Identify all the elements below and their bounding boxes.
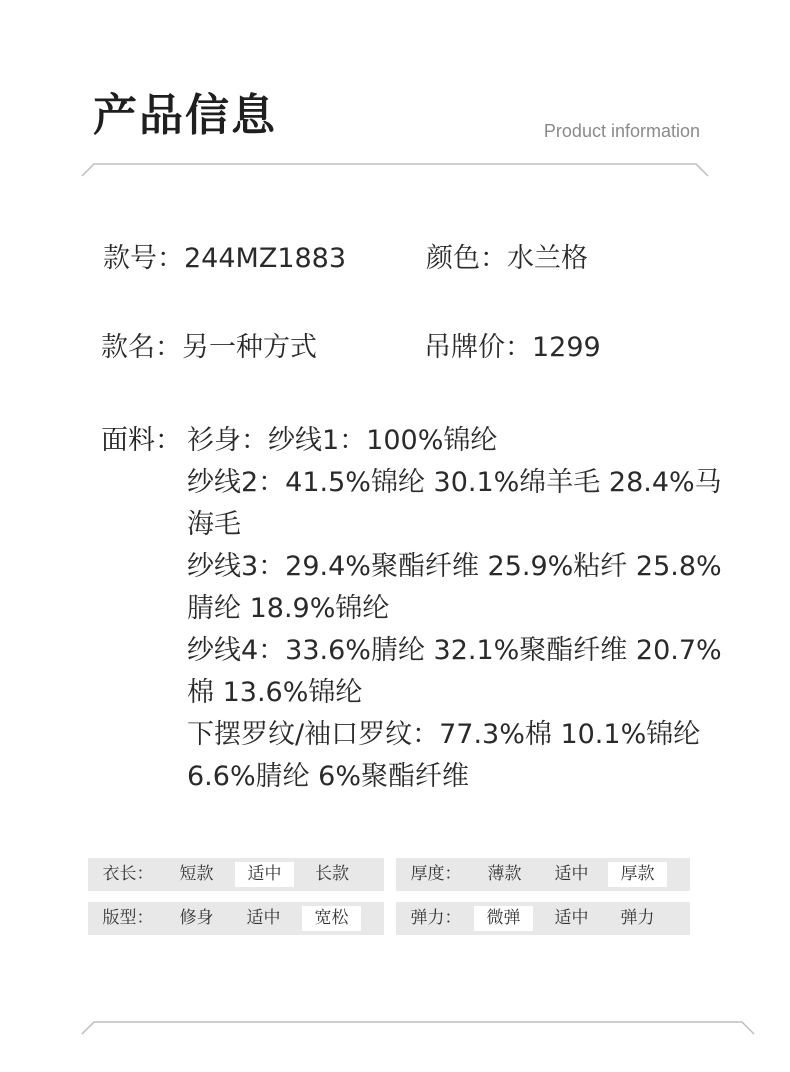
fabric-line: 腈纶 18.9%锦纶: [187, 593, 390, 624]
thickness-option-medium: 适中: [554, 864, 589, 884]
length-attribute: [88, 858, 384, 891]
fabric-label: 面料：: [101, 425, 182, 456]
fabric-line: 棉 13.6%锦纶: [187, 677, 363, 708]
style-no-row: [103, 242, 346, 276]
price-label: 吊牌价：: [424, 332, 532, 363]
elasticity-option-medium: 适中: [554, 908, 589, 928]
fit-label: 版型：: [102, 908, 154, 928]
price-row: [424, 331, 601, 365]
length-label: 衣长：: [102, 864, 154, 884]
color-value: 水兰格: [507, 243, 588, 274]
page-title: 产品信息: [93, 90, 277, 141]
fit-option-medium: 适中: [246, 908, 281, 928]
fit-attribute: [88, 902, 384, 935]
elasticity-label: 弹力：: [410, 908, 462, 928]
style-name-value: 另一种方式: [182, 332, 317, 363]
length-option-medium: 适中: [235, 862, 294, 887]
elasticity-attribute: [396, 902, 690, 935]
page-subtitle: Product information: [543, 121, 700, 141]
length-option-long: 长款: [315, 864, 349, 884]
fit-option-slim: 修身: [179, 908, 214, 928]
price-value: 1299: [532, 332, 601, 363]
elasticity-option-slight: 微弹: [474, 906, 533, 931]
length-option-short: 短款: [179, 864, 214, 884]
color-row: [426, 242, 588, 276]
fit-option-loose: 宽松: [302, 906, 361, 931]
fabric-line: 6.6%腈纶 6%聚酯纤维: [187, 761, 470, 792]
fabric-line: 纱线3：29.4%聚酯纤维 25.9%粘纤 25.8%: [187, 551, 722, 582]
style-name-row: [101, 331, 317, 365]
style-name-label: 款名：: [101, 332, 182, 363]
fabric-line: 海毛: [187, 509, 241, 540]
thickness-attribute: [396, 858, 690, 891]
thickness-option-thin: 薄款: [487, 864, 522, 884]
fabric-line: 衫身：纱线1：100%锦纶: [187, 425, 498, 456]
fabric-line: 纱线4：33.6%腈纶 32.1%聚酯纤维 20.7%: [187, 635, 722, 666]
thickness-option-thick: 厚款: [608, 862, 667, 887]
thickness-label: 厚度：: [410, 864, 462, 884]
style-no-label: 款号：: [103, 243, 184, 274]
bottom-divider: [0, 1018, 790, 1038]
fabric-line: 纱线2：41.5%锦纶 30.1%绵羊毛 28.4%马: [187, 467, 722, 498]
fabric-composition: [187, 420, 722, 798]
style-no-value: 244MZ1883: [184, 243, 347, 274]
elasticity-option-stretch: 弹力: [620, 908, 655, 928]
fabric-line: 下摆罗纹/袖口罗纹：77.3%棉 10.1%锦纶: [187, 719, 701, 750]
top-divider: [0, 160, 790, 180]
color-label: 颜色：: [426, 243, 507, 274]
